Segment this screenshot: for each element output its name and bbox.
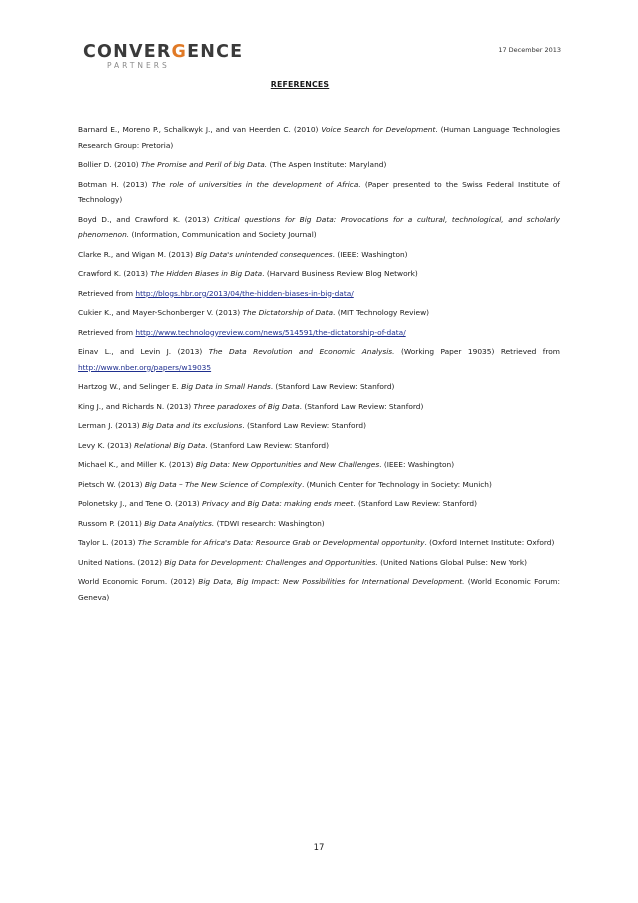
reference-title: The Dictatorship of Data [242,308,334,317]
reference-item [78,344,560,375]
reference-title: Big Data, Big Impact: New Possibilities for International Development. [198,577,465,586]
reference-source: . (Stanford Law Review: Stanford) [353,499,477,508]
reference-source: (Paper presented to the Swiss Federal Institute of Technology) [78,179,561,204]
reference-title: Three paradoxes of Big Data [193,401,300,411]
reference-item [78,535,560,551]
reference-source: . (Oxford Internet Institute: Oxford) [424,538,555,547]
reference-source: . (MIT Technology Review) [333,308,430,317]
reference-authors: Russom P. (2011) [78,518,145,528]
reference-item [78,305,560,321]
reference-item [78,122,560,153]
reference-source: (World Economic Forum: Geneva) [78,577,560,602]
reference-title: The role of universities in the development of Africa. [151,179,361,189]
reference-item [78,177,560,208]
reference-authors: Clarke R., and Wigan M. (2013) [78,249,196,259]
reference-link[interactable]: http://www.nber.org/papers/w19035 [78,362,212,372]
reference-authors: Levy K. (2013) [78,440,135,450]
reference-title: Big Data's unintended consequences [195,249,333,259]
reference-item [78,379,560,395]
reference-title: Big Data – The New Science of Complexity [144,479,302,489]
reference-title: The Hidden Biases in Big Data [150,269,263,278]
reference-title: Relational Big Data [134,440,206,450]
reference-authors: United Nations. (2012) [78,557,165,567]
logo-subtitle: PARTNERS [107,61,170,70]
reference-source: (United Nations Global Pulse: New York) [377,557,528,567]
reference-authors: Cukier K., and Mayer-Schonberger V. (2013) [78,308,243,317]
reference-authors: Pietsch W. (2013) [78,479,145,489]
reference-item [78,399,560,415]
reference-title: Critical questions for Big Data: Provocations for a cultural, technological, and scholarly phenomenon. [78,214,560,239]
reference-title: Big Data in Small Hands [181,382,271,391]
reference-authors: Crawford K. (2013) [78,269,151,278]
reference-title: Voice Search for Development [321,125,436,134]
page-number: 17 [313,843,325,853]
reference-item [78,286,560,302]
company-logo [83,42,244,72]
reference-source: . (Stanford Law Review: Stanford) [205,440,329,450]
reference-title: The Scramble for Africa's Data: Resource Grab or Developmental opportunity [137,538,425,547]
reference-item [78,496,560,512]
reference-title: Big Data Analytics. [144,518,215,528]
reference-authors: Barnard E., Moreno P., Schalkwyk J., and van Heerden C. (2010) [78,125,322,134]
reference-title: Big Data for Development: Challenges and Opportunities. [164,557,378,567]
reference-authors: Taylor L. (2013) [78,538,138,547]
reference-source: . (Human Language Technologies Research Group: Pretoria) [78,125,560,150]
reference-item [78,477,560,493]
reference-source: (Information, Communication and Society Journal) [129,230,317,239]
reference-authors: Polonetsky J., and Tene O. (2013) [78,499,203,508]
reference-authors: Boyd D., and Crawford K. (2013) [78,214,214,224]
reference-item [78,555,560,571]
reference-item [78,325,560,341]
reference-title: Big Data and its exclusions [142,421,243,430]
reference-source: (The Aspen Institute: Maryland) [267,160,387,169]
reference-authors: Retrieved from [78,288,136,298]
reference-item [78,157,560,173]
page-title: REFERENCES [270,80,330,89]
reference-title: The Data Revolution and Economic Analysis. [208,347,395,356]
reference-list [78,122,560,609]
reference-title: Big Data: New Opportunities and New Challenges [195,460,380,469]
logo-wordmark [83,42,244,62]
logo-text-a: CONVER [83,42,172,62]
reference-item [78,457,560,473]
reference-source: . (IEEE: Washington) [379,460,455,469]
reference-authors: Einav L., and Levin J. (2013) [78,347,209,356]
reference-source: . (IEEE: Washington) [332,249,408,259]
logo-text-c: ENCE [187,42,244,62]
document-date: 17 December 2013 [498,46,561,54]
reference-authors: Michael K., and Miller K. (2013) [78,460,196,469]
reference-authors: World Economic Forum. (2012) [78,577,199,586]
reference-authors: Bollier D. (2010) [78,160,142,169]
reference-source: . (Stanford Law Review: Stanford) [299,401,424,411]
reference-link[interactable]: http://www.technologyreview.com/news/514591/the-dictatorship-of-data/ [135,327,406,337]
reference-authors: King J., and Richards N. (2013) [78,401,194,411]
logo-text-b: G [171,42,188,62]
reference-source: (Working Paper 19035) Retrieved from [394,347,561,356]
reference-link[interactable]: http://blogs.hbr.org/2013/04/the-hidden-biases-in-big-data/ [135,288,354,298]
reference-source: . (Stanford Law Review: Stanford) [242,421,366,430]
reference-item [78,418,560,434]
reference-source: . (Stanford Law Review: Stanford) [270,382,395,391]
reference-authors: Retrieved from [78,327,136,337]
reference-authors: Hartzog W., and Selinger E. [78,382,182,391]
reference-authors: Botman H. (2013) [78,179,152,189]
reference-title: Privacy and Big Data: making ends meet [202,499,354,508]
reference-source: (TDWI research: Washington) [214,518,325,528]
reference-item [78,212,560,243]
reference-item [78,574,560,605]
reference-authors: Lerman J. (2013) [78,421,143,430]
reference-item [78,438,560,454]
reference-item [78,266,560,282]
reference-item [78,247,560,263]
reference-item [78,516,560,532]
reference-title: The Promise and Peril of big Data. [141,160,268,169]
reference-source: . (Munich Center for Technology in Society: Munich) [301,479,492,489]
reference-source: . (Harvard Business Review Blog Network) [262,269,418,278]
